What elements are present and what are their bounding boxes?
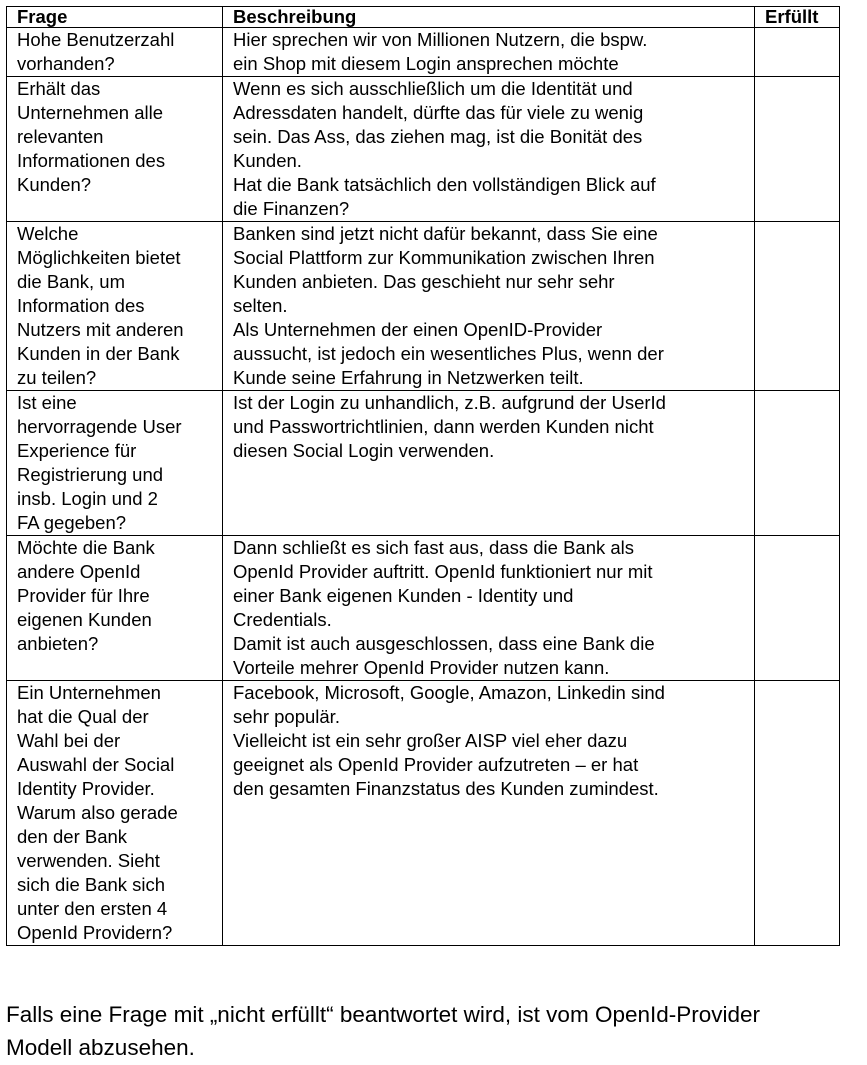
cell-erfuellt <box>755 391 840 536</box>
header-frage: Frage <box>7 7 223 28</box>
beschreibung-line: Dann schließt es sich fast aus, dass die Bank als <box>233 537 635 558</box>
frage-line: Ist eine <box>17 392 77 413</box>
beschreibung-line: selten. <box>233 295 288 316</box>
cell-frage <box>7 681 223 946</box>
cell-frage <box>7 28 223 77</box>
frage-line: Identity Provider. <box>17 778 155 799</box>
beschreibung-line: Damit ist auch ausgeschlossen, dass eine Bank die <box>233 633 655 654</box>
beschreibung-line: sein. Das Ass, das ziehen mag, ist die Bonität des <box>233 126 643 147</box>
frage-line: Registrierung und <box>17 464 164 485</box>
footer-line: Falls eine Frage mit „nicht erfüllt“ beantwortet wird, ist vom OpenId-Provider <box>6 1002 761 1027</box>
frage-line: vorhanden? <box>17 53 115 74</box>
frage-line: unter den ersten 4 <box>17 898 168 919</box>
checklist-table <box>6 6 840 946</box>
frage-line: Kunden? <box>17 174 92 195</box>
beschreibung-line: Kunden anbieten. Das geschieht nur sehr sehr <box>233 271 615 292</box>
frage-line: Auswahl der Social <box>17 754 175 775</box>
cell-erfuellt <box>755 222 840 391</box>
beschreibung-line: OpenId Provider auftritt. OpenId funktioniert nur mit <box>233 561 653 582</box>
beschreibung-line: die Finanzen? <box>233 198 350 219</box>
frage-line: Wahl bei der <box>17 730 121 751</box>
beschreibung-line: Vorteile mehrer OpenId Provider nutzen kann. <box>233 657 610 678</box>
frage-line: hervorragende User <box>17 416 182 437</box>
frage-line: Welche <box>17 223 79 244</box>
beschreibung-line: sehr populär. <box>233 706 340 727</box>
frage-line: hat die Qual der <box>17 706 149 727</box>
beschreibung-line: Social Plattform zur Kommunikation zwischen Ihren <box>233 247 655 268</box>
cell-frage <box>7 222 223 391</box>
beschreibung-line: aussucht, ist jedoch ein wesentliches Plus, wenn der <box>233 343 664 364</box>
cell-beschreibung <box>223 28 755 77</box>
frage-line: Nutzers mit anderen <box>17 319 184 340</box>
frage-line: Möglichkeiten bietet <box>17 247 181 268</box>
header-erfuellt: Erfüllt <box>755 7 840 28</box>
beschreibung-line: einer Bank eigenen Kunden - Identity und <box>233 585 574 606</box>
frage-line: Information des <box>17 295 145 316</box>
beschreibung-line: Als Unternehmen der einen OpenID-Provider <box>233 319 603 340</box>
footer-note <box>6 998 867 1064</box>
beschreibung-line: ein Shop mit diesem Login ansprechen möchte <box>233 53 619 74</box>
beschreibung-line: Kunden. <box>233 150 302 171</box>
frage-line: sich die Bank sich <box>17 874 166 895</box>
frage-line: anbieten? <box>17 633 99 654</box>
beschreibung-line: Wenn es sich ausschließlich um die Identität und <box>233 78 633 99</box>
beschreibung-line: Ist der Login zu unhandlich, z.B. aufgrund der UserId <box>233 392 666 413</box>
beschreibung-line: Facebook, Microsoft, Google, Amazon, Linkedin sind <box>233 682 665 703</box>
cell-beschreibung <box>223 391 755 536</box>
beschreibung-line: Vielleicht ist ein sehr großer AISP viel eher dazu <box>233 730 628 751</box>
beschreibung-line: Hier sprechen wir von Millionen Nutzern, die bspw. <box>233 29 648 50</box>
header-beschreibung: Beschreibung <box>223 7 755 28</box>
frage-line: zu teilen? <box>17 367 97 388</box>
frage-line: relevanten <box>17 126 104 147</box>
cell-erfuellt <box>755 77 840 222</box>
cell-beschreibung <box>223 536 755 681</box>
frage-line: Hohe Benutzerzahl <box>17 29 175 50</box>
cell-frage <box>7 77 223 222</box>
beschreibung-line: Credentials. <box>233 609 332 630</box>
table-row <box>7 391 840 536</box>
frage-line: Provider für Ihre <box>17 585 150 606</box>
frage-line: Kunden in der Bank <box>17 343 180 364</box>
header-row <box>7 7 840 28</box>
table-row <box>7 28 840 77</box>
cell-erfuellt <box>755 681 840 946</box>
cell-beschreibung <box>223 222 755 391</box>
table-row <box>7 77 840 222</box>
frage-line: OpenId Providern? <box>17 922 173 943</box>
cell-erfuellt <box>755 536 840 681</box>
cell-erfuellt <box>755 28 840 77</box>
beschreibung-line: Kunde seine Erfahrung in Netzwerken teilt. <box>233 367 584 388</box>
beschreibung-line: und Passwortrichtlinien, dann werden Kunden nicht <box>233 416 654 437</box>
beschreibung-line: diesen Social Login verwenden. <box>233 440 495 461</box>
cell-frage <box>7 536 223 681</box>
footer-line: Modell abzusehen. <box>6 1035 195 1060</box>
frage-line: Erhält das <box>17 78 101 99</box>
table-row <box>7 681 840 946</box>
frage-line: Warum also gerade <box>17 802 178 823</box>
table-row <box>7 536 840 681</box>
frage-line: Informationen des <box>17 150 166 171</box>
frage-line: Unternehmen alle <box>17 102 164 123</box>
cell-frage <box>7 391 223 536</box>
frage-line: Ein Unternehmen <box>17 682 161 703</box>
beschreibung-line: den gesamten Finanzstatus des Kunden zumindest. <box>233 778 659 799</box>
beschreibung-line: Adressdaten handelt, dürfte das für viele zu wenig <box>233 102 644 123</box>
beschreibung-line: geeignet als OpenId Provider aufzutreten – er hat <box>233 754 639 775</box>
cell-beschreibung <box>223 77 755 222</box>
frage-line: Experience für <box>17 440 137 461</box>
frage-line: den der Bank <box>17 826 128 847</box>
frage-line: die Bank, um <box>17 271 125 292</box>
frage-line: FA gegeben? <box>17 512 127 533</box>
frage-line: eigenen Kunden <box>17 609 152 630</box>
cell-beschreibung <box>223 681 755 946</box>
frage-line: verwenden. Sieht <box>17 850 160 871</box>
frage-line: andere OpenId <box>17 561 141 582</box>
table-row <box>7 222 840 391</box>
frage-line: Möchte die Bank <box>17 537 155 558</box>
frage-line: insb. Login und 2 <box>17 488 158 509</box>
beschreibung-line: Hat die Bank tatsächlich den vollständigen Blick auf <box>233 174 656 195</box>
beschreibung-line: Banken sind jetzt nicht dafür bekannt, dass Sie eine <box>233 223 658 244</box>
